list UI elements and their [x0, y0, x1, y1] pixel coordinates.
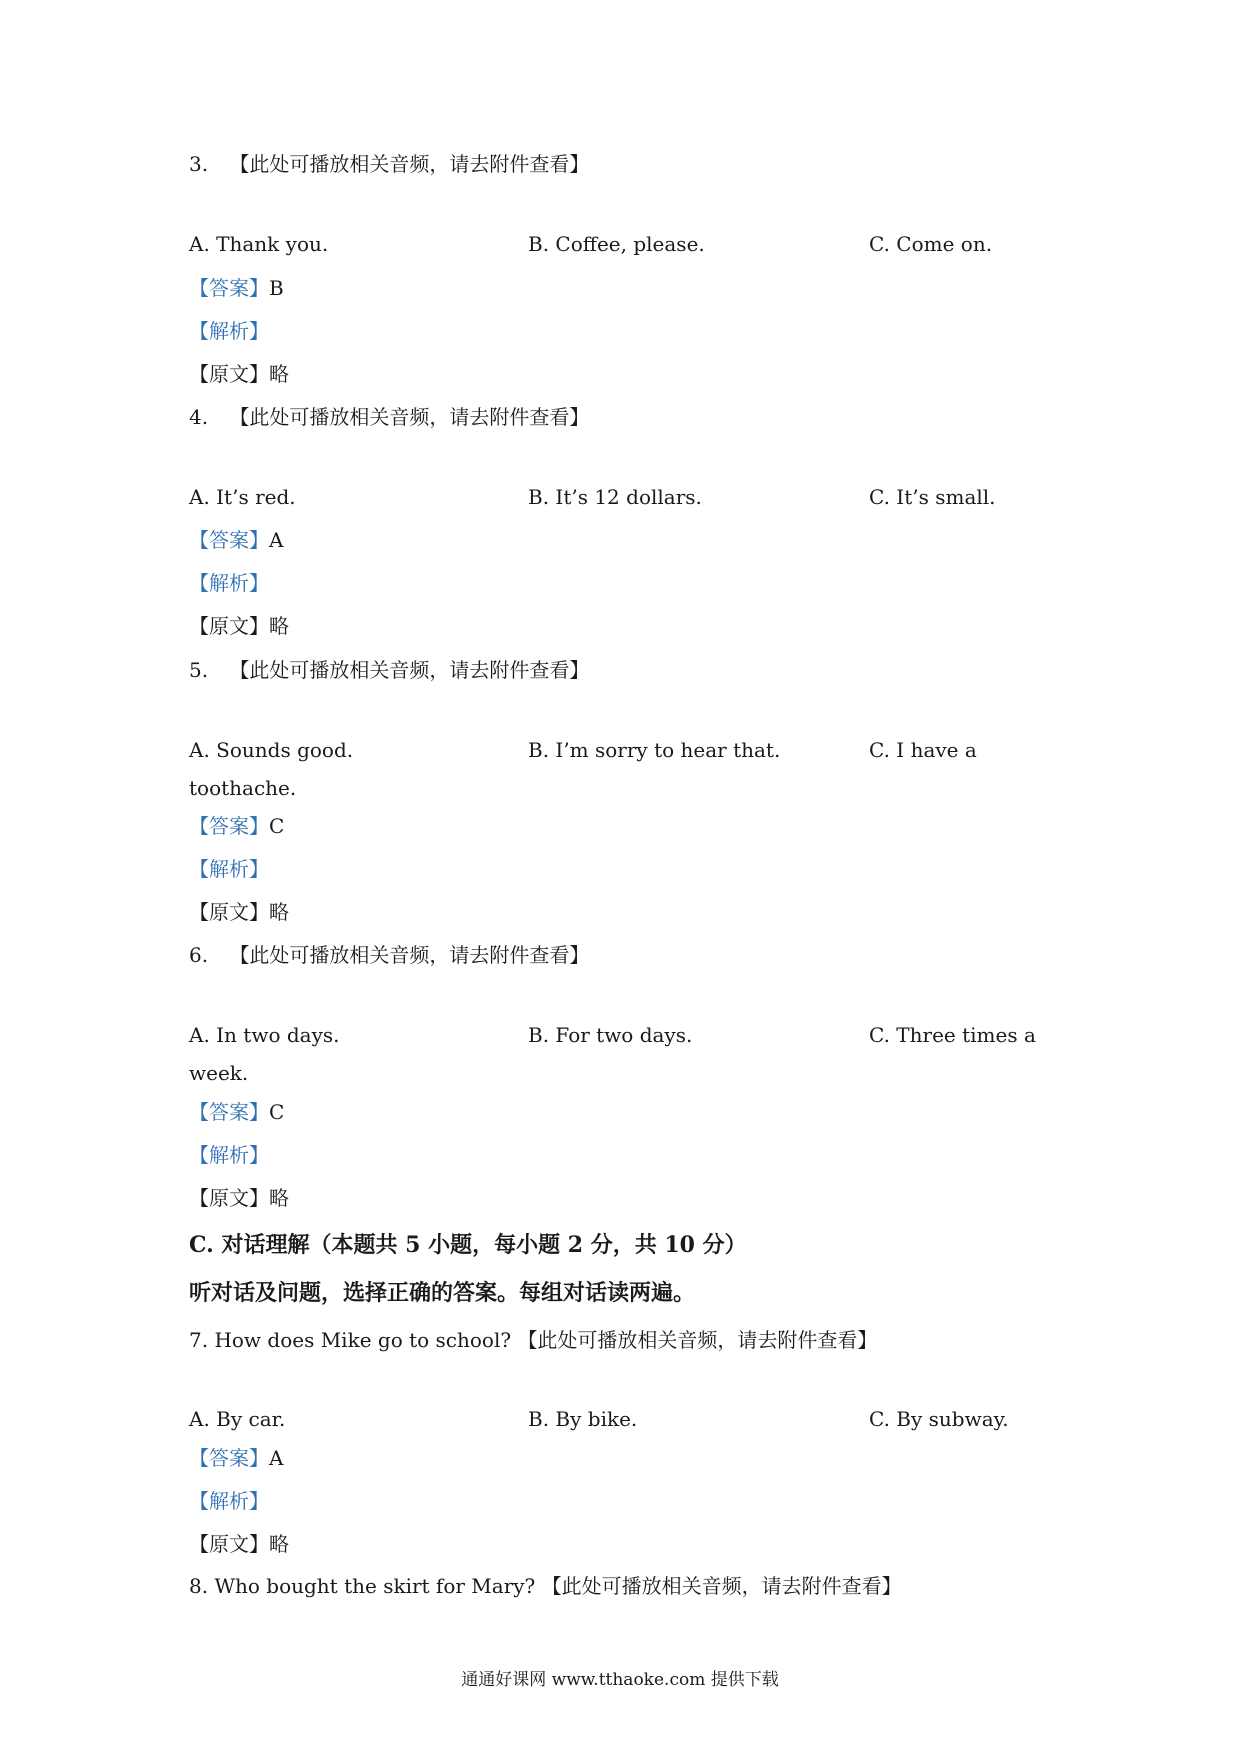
- option-c: C. Come on.: [869, 232, 993, 256]
- option-a: A. In two days.: [189, 1023, 340, 1047]
- audio-note: 【此处可播放相关音频，请去附件查看】: [541, 1574, 902, 1598]
- question-number: 3.: [189, 152, 209, 176]
- original-label: 【原文】: [189, 614, 269, 638]
- question-4: [189, 403, 589, 431]
- original-line: [189, 360, 289, 388]
- option-c: C. By subway.: [869, 1407, 1009, 1431]
- answer-line: [189, 526, 283, 554]
- question-number: 5.: [189, 658, 209, 682]
- original-line: [189, 898, 289, 926]
- answer-label: 【答案】: [189, 814, 269, 838]
- option-c: C. I have a: [869, 738, 977, 762]
- option-a: A. By car.: [189, 1407, 286, 1431]
- analysis-label: 【解析】: [189, 857, 269, 881]
- original-text: 略: [269, 1186, 289, 1210]
- original-label: 【原文】: [189, 1186, 269, 1210]
- analysis-label: 【解析】: [189, 1143, 269, 1167]
- option-b: B. For two days.: [528, 1023, 693, 1047]
- answer-line: [189, 1098, 284, 1126]
- option-a: A. Thank you.: [189, 232, 329, 256]
- option-b: B. Coffee, please.: [528, 232, 705, 256]
- original-text: 略: [269, 614, 289, 638]
- original-line: [189, 612, 289, 640]
- answer-line: [189, 1444, 283, 1472]
- option-c-wrap: week.: [189, 1061, 249, 1085]
- section-c-title: C. 对话理解（本题共 5 小题，每小题 2 分，共 10 分）: [189, 1232, 747, 1258]
- question-6: [189, 941, 589, 969]
- original-text: 略: [269, 1532, 289, 1556]
- section-c-instruction: 听对话及问题，选择正确的答案。每组对话读两遍。: [189, 1280, 696, 1306]
- original-label: 【原文】: [189, 362, 269, 386]
- audio-note: 【此处可播放相关音频，请去附件查看】: [229, 943, 590, 967]
- answer-line: [189, 812, 284, 840]
- answer-label: 【答案】: [189, 1100, 269, 1124]
- question-5: [189, 656, 589, 684]
- answer-line: [189, 274, 284, 302]
- answer-value: B: [269, 276, 284, 300]
- original-line: [189, 1530, 289, 1558]
- audio-note: 【此处可播放相关音频，请去附件查看】: [229, 658, 590, 682]
- original-line: [189, 1184, 289, 1212]
- option-b: B. I’m sorry to hear that.: [528, 738, 781, 762]
- option-a: A. Sounds good.: [189, 738, 354, 762]
- question-8: [189, 1572, 902, 1600]
- answer-label: 【答案】: [189, 276, 269, 300]
- option-c: C. Three times a: [869, 1023, 1036, 1047]
- analysis-label: 【解析】: [189, 571, 269, 595]
- answer-value: C: [269, 1100, 285, 1124]
- option-c: C. It’s small.: [869, 485, 996, 509]
- audio-note: 【此处可播放相关音频，请去附件查看】: [517, 1328, 878, 1352]
- original-text: 略: [269, 362, 289, 386]
- answer-label: 【答案】: [189, 528, 269, 552]
- answer-value: A: [269, 1446, 284, 1470]
- option-b: B. It’s 12 dollars.: [528, 485, 702, 509]
- original-text: 略: [269, 900, 289, 924]
- original-label: 【原文】: [189, 900, 269, 924]
- answer-value: C: [269, 814, 285, 838]
- question-3: [189, 150, 589, 178]
- question-number: 6.: [189, 943, 209, 967]
- option-c-wrap: toothache.: [189, 776, 297, 800]
- audio-note: 【此处可播放相关音频，请去附件查看】: [229, 405, 590, 429]
- question-stem: 7. How does Mike go to school?: [189, 1328, 512, 1352]
- option-b: B. By bike.: [528, 1407, 638, 1431]
- audio-note: 【此处可播放相关音频，请去附件查看】: [229, 152, 590, 176]
- answer-value: A: [269, 528, 284, 552]
- question-7: [189, 1326, 877, 1354]
- question-number: 4.: [189, 405, 209, 429]
- analysis-label: 【解析】: [189, 319, 269, 343]
- analysis-label: 【解析】: [189, 1489, 269, 1513]
- question-stem: 8. Who bought the skirt for Mary?: [189, 1574, 536, 1598]
- option-a: A. It’s red.: [189, 485, 296, 509]
- page-footer: 通通好课网 www.tthaoke.com 提供下载: [461, 1670, 779, 1690]
- original-label: 【原文】: [189, 1532, 269, 1556]
- answer-label: 【答案】: [189, 1446, 269, 1470]
